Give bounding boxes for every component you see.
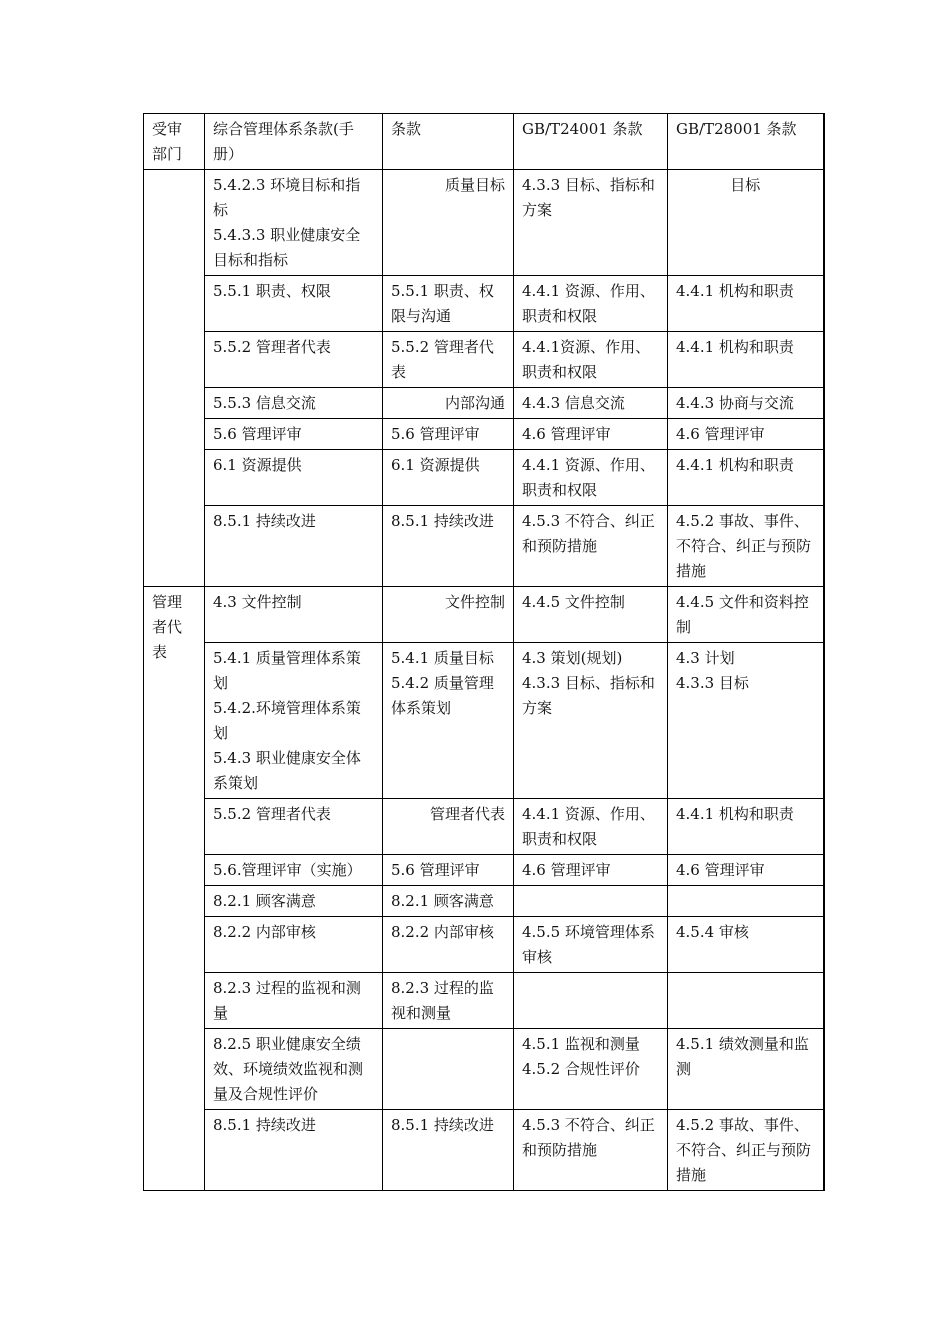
cell-gbt28001-line: 4.3.3 目标 [676,674,749,692]
table-row [144,388,824,419]
cell-clause [383,332,514,388]
table-row [144,506,824,587]
table-row [144,917,824,973]
table-row [144,450,824,506]
cell-gbt28001 [668,855,824,886]
cell-manual [205,450,383,506]
cell-gbt24001-line: 4.3.3 目标、指标和方案 [522,674,655,717]
cell-gbt24001 [514,388,668,419]
cell-manual-line: 5.4.3.3 职业健康安全目标和指标 [213,226,361,269]
cell-gbt24001-line: 4.4.1 资源、作用、职责和权限 [522,282,655,325]
cell-gbt28001 [668,917,824,973]
cell-manual-line: 5.4.1 质量管理体系策划 [213,649,361,692]
cell-manual-line: 5.5.2 管理者代表 [213,338,331,356]
cell-manual [205,388,383,419]
cell-gbt24001-line: 4.4.5 文件控制 [522,593,625,611]
cell-manual [205,587,383,643]
cell-clause-line: 质量目标 [444,176,505,194]
cell-clause [383,388,514,419]
cell-manual-line: 5.4.2.3 环境目标和指标 [213,176,361,219]
cell-gbt28001-line: 4.6 管理评审 [676,425,765,443]
cell-gbt24001-line: 4.6 管理评审 [522,425,611,443]
cell-gbt24001-line: 4.5.3 不符合、纠正和预防措施 [522,512,655,555]
cell-clause [383,799,514,855]
table-row [144,643,824,799]
cell-clause [383,855,514,886]
cell-gbt28001-line: 4.4.5 文件和资料控制 [676,593,809,636]
cell-gbt24001-line: 4.5.5 环境管理体系审核 [522,923,655,966]
cell-gbt28001-line: 4.6 管理评审 [676,861,765,879]
cell-gbt24001 [514,1029,668,1110]
cell-clause-line: 8.5.1 持续改进 [391,1116,494,1134]
cell-manual-line: 8.2.3 过程的监视和测量 [213,979,361,1022]
cell-manual [205,973,383,1029]
cell-gbt24001-line: 4.6 管理评审 [522,861,611,879]
cell-gbt24001-line: 4.5.2 合规性评价 [522,1060,640,1078]
table-row [144,799,824,855]
cell-clause [383,276,514,332]
table-row [144,1110,824,1191]
header-gbt24001-code: GB/T24001 [522,120,608,138]
dept-cell [144,170,205,587]
cell-gbt24001 [514,973,668,1029]
cell-gbt28001-line: 4.5.1 绩效测量和监测 [676,1035,809,1078]
cell-manual-line: 6.1 资源提供 [213,456,302,474]
cell-clause [383,917,514,973]
cell-gbt24001 [514,855,668,886]
cell-manual [205,855,383,886]
cell-manual-line: 5.5.1 职责、权限 [213,282,331,300]
cell-clause [383,643,514,799]
header-gbt28001-tail: 条款 [761,120,797,138]
table-row [144,587,824,643]
cell-manual [205,1029,383,1110]
cell-gbt28001-line: 4.5.2 事故、事件、不符合、纠正与预防措施 [676,512,812,580]
cell-clause-line: 8.2.1 顾客满意 [391,892,494,910]
table-row [144,973,824,1029]
cell-gbt24001 [514,506,668,587]
cell-gbt28001 [668,643,824,799]
cell-gbt24001 [514,276,668,332]
cell-gbt28001-line: 4.4.1 机构和职责 [676,805,794,823]
header-manual-clause: 综合管理体系条款(手册） [205,114,383,170]
cell-manual-line: 5.4.3 职业健康安全体系策划 [213,749,361,792]
cell-gbt24001 [514,450,668,506]
cell-manual [205,419,383,450]
cell-manual-line: 5.5.3 信息交流 [213,394,316,412]
cell-gbt28001 [668,419,824,450]
header-dept: 受审部门 [144,114,205,170]
cell-manual-line: 8.5.1 持续改进 [213,1116,316,1134]
cell-manual [205,276,383,332]
cell-gbt24001 [514,917,668,973]
cell-clause-line: 5.5.1 职责、权限与沟通 [391,282,494,325]
cell-manual-line: 5.5.2 管理者代表 [213,805,331,823]
cell-gbt28001-line: 4.4.1 机构和职责 [676,282,794,300]
dept-cell [144,587,205,1191]
cell-manual [205,886,383,917]
cell-gbt28001 [668,886,824,917]
cell-clause [383,450,514,506]
cell-gbt28001-line: 4.4.3 协商与交流 [676,394,794,412]
cell-gbt24001 [514,170,668,276]
cell-gbt28001 [668,276,824,332]
cell-gbt28001 [668,506,824,587]
header-clause: 条款 [383,114,514,170]
cell-gbt24001-line: 4.5.3 不符合、纠正和预防措施 [522,1116,655,1159]
cell-clause-line: 5.4.1 质量目标 [391,649,494,667]
cell-gbt24001-line: 4.3 策划(规划) [522,649,623,667]
cell-gbt28001 [668,450,824,506]
cell-manual-line: 8.2.2 内部审核 [213,923,316,941]
table-row [144,855,824,886]
cell-clause [383,886,514,917]
cell-gbt24001-line: 4.4.1 资源、作用、职责和权限 [522,456,655,499]
cell-manual-line: 5.6 管理评审 [213,425,302,443]
cell-gbt24001 [514,332,668,388]
cell-clause-line: 文件控制 [444,593,505,611]
cell-manual-line: 4.3 文件控制 [213,593,302,611]
table-row [144,332,824,388]
cell-clause [383,1029,514,1110]
cell-gbt28001 [668,973,824,1029]
cell-gbt24001 [514,419,668,450]
cell-gbt28001 [668,1110,824,1191]
cell-manual-line: 8.5.1 持续改进 [213,512,316,530]
cell-gbt28001-line: 4.5.4 审核 [676,923,749,941]
header-gbt24001-tail: 条款 [607,120,643,138]
cell-gbt24001 [514,799,668,855]
cell-clause-line: 5.5.2 管理者代表 [391,338,494,381]
table-header-row [144,114,824,170]
cell-manual [205,332,383,388]
cell-clause [383,170,514,276]
cell-manual [205,917,383,973]
cell-clause [383,506,514,587]
cell-clause [383,419,514,450]
cell-manual-line: 5.4.2.环境管理体系策划 [213,699,361,742]
cell-clause [383,973,514,1029]
cell-gbt24001-line: 4.3.3 目标、指标和方案 [522,176,655,219]
cell-gbt28001 [668,799,824,855]
header-gbt28001 [668,114,824,170]
cell-gbt24001 [514,1110,668,1191]
cell-gbt28001-line: 4.5.2 事故、事件、不符合、纠正与预防措施 [676,1116,812,1184]
cell-gbt28001 [668,1029,824,1110]
dept-label: 管理者代表 [152,593,183,661]
cell-clause-line: 8.5.1 持续改进 [391,512,494,530]
cell-clause-line: 5.6 管理评审 [391,425,480,443]
cell-clause-line: 8.2.3 过程的监视和测量 [391,979,494,1022]
table-row [144,276,824,332]
cell-gbt24001 [514,886,668,917]
cell-clause-line: 管理者代表 [429,805,505,823]
table-row [144,170,824,276]
cell-clause-line: 5.6 管理评审 [391,861,480,879]
cell-gbt24001-line: 4.5.1 监视和测量 [522,1035,640,1053]
cell-manual [205,170,383,276]
cell-gbt24001-line: 4.4.3 信息交流 [522,394,625,412]
cell-clause-line: 内部沟通 [444,394,505,412]
header-gbt24001 [514,114,668,170]
cell-clause [383,587,514,643]
cell-manual-line: 8.2.5 职业健康安全绩效、环境绩效监视和测量及合规性评价 [213,1035,364,1103]
cell-clause-line: 6.1 资源提供 [391,456,480,474]
table-row [144,1029,824,1110]
cell-manual [205,643,383,799]
table-row [144,886,824,917]
cell-gbt28001-line: 目标 [730,176,761,194]
cell-clause [383,1110,514,1191]
cell-manual [205,799,383,855]
cell-gbt24001-line: 4.4.1资源、作用、职责和权限 [522,338,651,381]
cell-gbt28001-line: 4.4.1 机构和职责 [676,456,794,474]
cell-gbt24001 [514,587,668,643]
table-row [144,419,824,450]
cell-gbt28001 [668,388,824,419]
cell-gbt28001-line: 4.3 计划 [676,649,735,667]
header-gbt28001-code: GB/T28001 [676,120,762,138]
cell-clause-line: 8.2.2 内部审核 [391,923,494,941]
clause-mapping-table [143,113,825,1191]
cell-manual-line: 8.2.1 顾客满意 [213,892,316,910]
cell-manual [205,1110,383,1191]
cell-gbt28001 [668,332,824,388]
cell-manual [205,506,383,587]
cell-gbt28001 [668,170,824,276]
table-body [144,170,824,1191]
cell-gbt28001 [668,587,824,643]
cell-gbt24001-line: 4.4.1 资源、作用、职责和权限 [522,805,655,848]
cell-gbt28001-line: 4.4.1 机构和职责 [676,338,794,356]
cell-gbt24001 [514,643,668,799]
cell-clause-line: 5.4.2 质量管理体系策划 [391,674,494,717]
cell-manual-line: 5.6.管理评审（实施） [213,861,362,879]
